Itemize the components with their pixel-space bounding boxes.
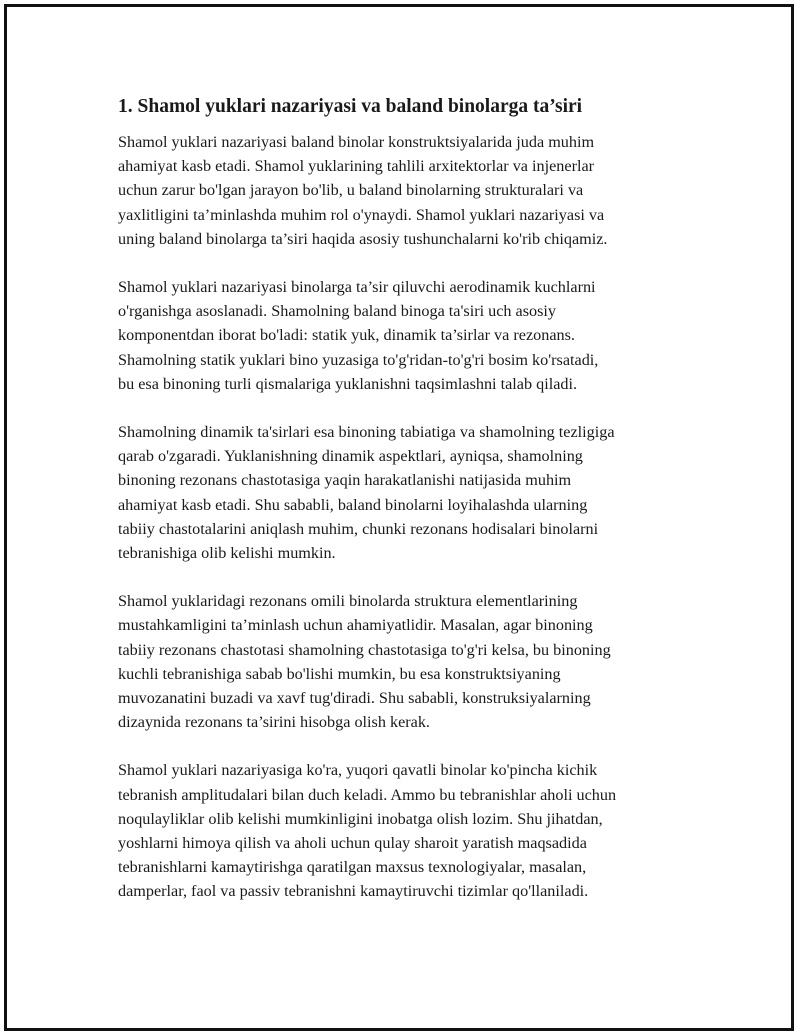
text-line: tebranishlarni kamaytirishga qaratilgan maxsus texnologiyalar, masalan, — [118, 858, 587, 877]
text-line: yaxlitligini ta’minlashda muhim rol o'ynaydi. Shamol yuklari nazariyasi va — [118, 205, 605, 224]
text-line: qarab o'zgaradi. Yuklanishning dinamik aspektlari, ayniqsa, shamolning — [118, 447, 583, 466]
text-line: tabiiy chastotalarini aniqlash muhim, chunki rezonans hodisalari binolarni — [118, 519, 599, 538]
text-line: kuchli tebranishiga sabab bo'lishi mumkin, bu esa konstruktsiyaning — [118, 664, 561, 683]
text-line: uchun zarur bo'lgan jarayon bo'lib, u baland binolarning strukturalari va — [118, 181, 584, 200]
text-line: binoning rezonans chastotasiga yaqin harakatlanishi natijasida muhim — [118, 471, 572, 490]
text-line: uning baland binolarga ta’siri haqida asosiy tushunchalarni ko'rib chiqamiz. — [118, 229, 608, 248]
paragraph-3 — [118, 420, 688, 565]
text-line: ahamiyat kasb etadi. Shu sababli, baland binolarni loyihalashda ularning — [118, 495, 588, 514]
text-line: bu esa binoning turli qismalariga yuklanishni taqsimlashni talab qiladi. — [118, 374, 578, 393]
text-line: muvozanatini buzadi va xavf tug'diradi. Shu sababli, konstruksiyalarning — [118, 689, 591, 708]
text-line: ahamiyat kasb etadi. Shamol yuklarining tahlili arxitektorlar va injenerlar — [118, 157, 595, 176]
text-line: tebranishiga olib kelishi mumkin. — [118, 544, 336, 563]
text-line: Shamol yuklaridagi rezonans omili binolarda struktura elementlarining — [118, 592, 578, 611]
paragraph-5 — [118, 758, 688, 903]
text-line: tabiiy rezonans chastotasi shamolning chastotasiga to'g'ri kelsa, bu binoning — [118, 640, 611, 659]
text-line: dizaynida rezonans ta’sirini hisobga olish kerak. — [118, 713, 430, 732]
text-line: noqulayliklar olib kelishi mumkinligini inobatga olish lozim. Shu jihatdan, — [118, 809, 603, 828]
text-line: yoshlarni himoya qilish va aholi uchun qulay sharoit yaratish maqsadida — [118, 834, 587, 853]
text-line: o'rganishga asoslanadi. Shamolning baland binoga ta'siri uch asosiy — [118, 302, 557, 321]
paragraph-1 — [118, 130, 688, 251]
text-line: mustahkamligini ta’minlash uchun ahamiyatlidir. Masalan, agar binoning — [118, 616, 593, 635]
paragraph-2 — [118, 275, 688, 396]
document-body — [118, 94, 688, 904]
text-line: Shamol yuklari nazariyasiga ko'ra, yuqori qavatli binolar ko'pincha kichik — [118, 761, 598, 780]
text-line: damperlar, faol va passiv tebranishni kamaytiruvchi tizimlar qo'llaniladi. — [118, 882, 589, 901]
text-line: tebranish amplitudalari bilan duch keladi. Ammo bu tebranishlar aholi uchun — [118, 785, 617, 804]
text-line: komponentdan iborat bo'ladi: statik yuk, dinamik ta’sirlar va rezonans. — [118, 326, 575, 345]
text-line: Shamol yuklari nazariyasi baland binolar konstruktsiyalarida juda muhim — [118, 133, 595, 151]
text-line: Shamol yuklari nazariyasi binolarga ta’sir qiluvchi aerodinamik kuchlarni — [118, 278, 596, 297]
text-line: Shamolning statik yuklari bino yuzasiga to'g'ridan-to'g'ri bosim ko'rsatadi, — [118, 350, 599, 369]
section-heading: 1. Shamol yuklari nazariyasi va baland binolarga ta’siri — [118, 96, 583, 117]
text-line: Shamolning dinamik ta'sirlari esa binoning tabiatiga va shamolning tezligiga — [118, 423, 615, 442]
paragraph-4 — [118, 589, 688, 734]
